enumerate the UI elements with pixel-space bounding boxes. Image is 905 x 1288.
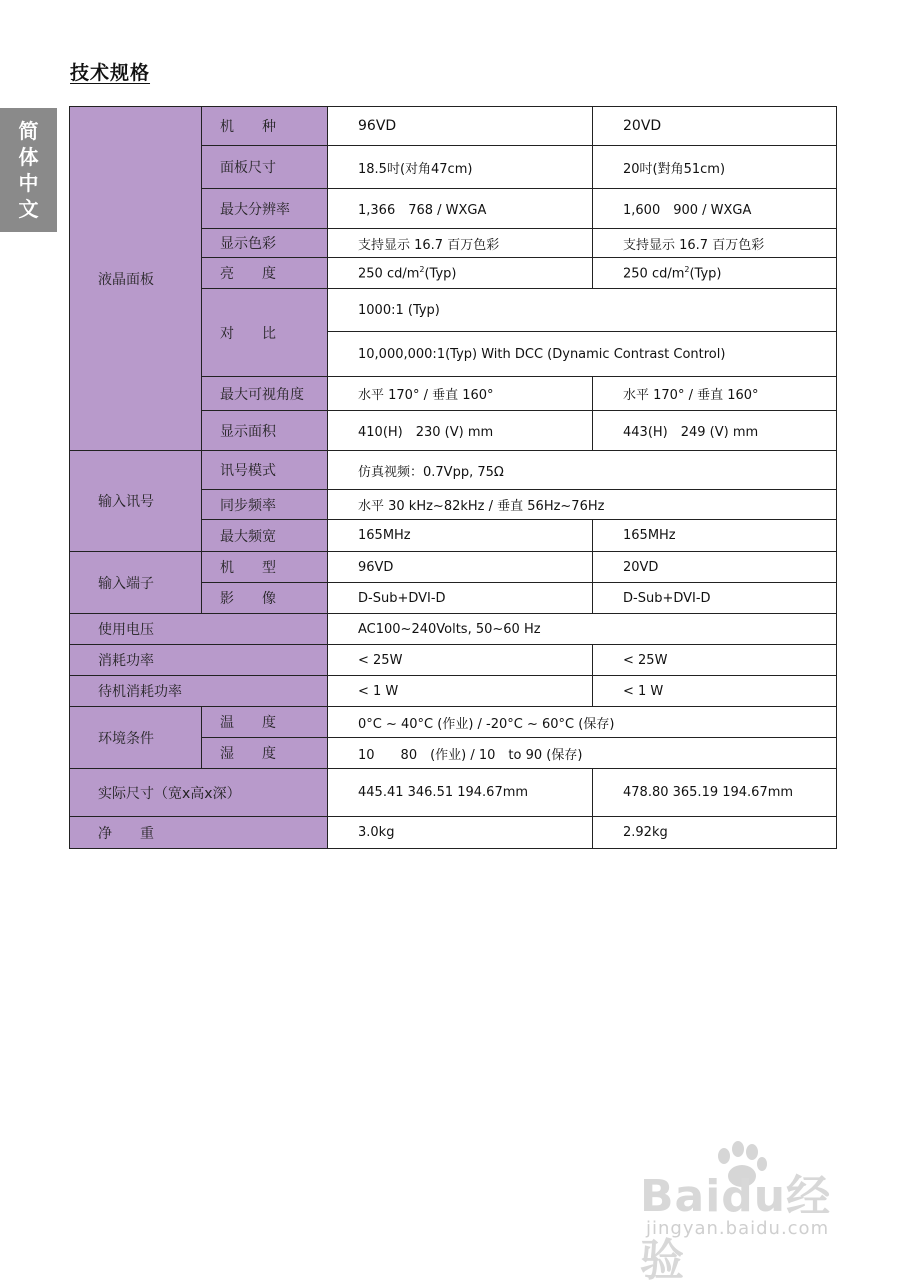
power-a: < 25W xyxy=(328,645,593,676)
max-resolution-a: 1,366 768 / WXGA xyxy=(328,189,593,229)
row-label-sync-freq: 同步频率 xyxy=(202,490,328,520)
row-label-brightness: 亮 度 xyxy=(202,258,328,289)
contrast-line1: 1000:1 (Typ) xyxy=(328,289,837,332)
row-label-bandwidth: 最大频宽 xyxy=(202,520,328,552)
row-label-display-area: 显示面积 xyxy=(202,411,328,451)
row-label-viewing-angle: 最大可视角度 xyxy=(202,377,328,411)
row-label-terminal-model: 机 型 xyxy=(202,552,328,583)
watermark xyxy=(640,1140,870,1286)
brightness-a-tail: (Typ) xyxy=(424,266,457,282)
table-row xyxy=(70,769,837,817)
language-tab xyxy=(0,108,57,232)
brightness-a-sup: 2 xyxy=(419,264,425,274)
row-label-weight: 净 重 xyxy=(70,817,328,849)
watermark-url: jingyan.baidu.com xyxy=(646,1218,830,1239)
table-row xyxy=(70,676,837,707)
power-b: < 25W xyxy=(593,645,837,676)
brightness-b xyxy=(593,258,837,289)
row-label-voltage: 使用电压 xyxy=(70,614,328,645)
table-row xyxy=(70,451,837,490)
brightness-a xyxy=(328,258,593,289)
terminal-model-a: 96VD xyxy=(328,552,593,583)
row-label-power: 消耗功率 xyxy=(70,645,328,676)
table-row xyxy=(70,107,837,146)
temperature-value: 0°C ~ 40°C (作业) / -20°C ~ 60°C (保存) xyxy=(328,707,837,738)
bandwidth-a: 165MHz xyxy=(328,520,593,552)
standby-power-b: < 1 W xyxy=(593,676,837,707)
display-area-b: 443(H) 249 (V) mm xyxy=(593,411,837,451)
row-label-panel-size: 面板尺寸 xyxy=(202,146,328,189)
voltage-value: AC100~240Volts, 50~60 Hz xyxy=(328,614,837,645)
weight-a: 3.0kg xyxy=(328,817,593,849)
viewing-angle-a: 水平 170° / 垂直 160° xyxy=(328,377,593,411)
brightness-b-value: 250 cd/m xyxy=(623,266,685,282)
contrast-line2: 10,000,000:1(Typ) With DCC (Dynamic Contrast Control) xyxy=(328,332,837,377)
row-label-standby-power: 待机消耗功率 xyxy=(70,676,328,707)
row-label-colors: 显示色彩 xyxy=(202,229,328,258)
category-input-terminal: 输入端子 xyxy=(70,552,202,614)
table-row xyxy=(70,707,837,738)
brightness-a-value: 250 cd/m xyxy=(358,266,420,282)
brightness-b-sup: 2 xyxy=(684,264,690,274)
row-label-contrast: 对 比 xyxy=(202,289,328,377)
dimensions-b: 478.80 365.19 194.67mm xyxy=(593,769,837,817)
row-label-max-resolution: 最大分辨率 xyxy=(202,189,328,229)
row-label-model: 机 种 xyxy=(202,107,328,146)
model-b: 20VD xyxy=(593,107,837,146)
dimensions-a: 445.41 346.51 194.67mm xyxy=(328,769,593,817)
model-a: 96VD xyxy=(328,107,593,146)
row-label-terminal-video: 影 像 xyxy=(202,583,328,614)
spec-table xyxy=(69,106,837,849)
brightness-b-tail: (Typ) xyxy=(689,266,722,282)
colors-b: 支持显示 16.7 百万色彩 xyxy=(593,229,837,258)
category-lcd-panel: 液晶面板 xyxy=(70,107,202,451)
viewing-angle-b: 水平 170° / 垂直 160° xyxy=(593,377,837,411)
table-row xyxy=(70,645,837,676)
row-label-humidity: 湿 度 xyxy=(202,738,328,769)
standby-power-a: < 1 W xyxy=(328,676,593,707)
category-input-signal: 输入讯号 xyxy=(70,451,202,552)
display-area-a: 410(H) 230 (V) mm xyxy=(328,411,593,451)
language-tab-char: 简 xyxy=(18,119,39,143)
table-row xyxy=(70,614,837,645)
page-title: 技术规格 xyxy=(70,62,151,84)
bandwidth-b: 165MHz xyxy=(593,520,837,552)
max-resolution-b: 1,600 900 / WXGA xyxy=(593,189,837,229)
panel-size-b: 20吋(對角51cm) xyxy=(593,146,837,189)
humidity-value: 10 80 (作业) / 10 to 90 (保存) xyxy=(328,738,837,769)
terminal-video-a: D-Sub+DVI-D xyxy=(328,583,593,614)
row-label-dimensions: 实际尺寸（宽x高x深） xyxy=(70,769,328,817)
watermark-logo: Baidu经验 xyxy=(640,1171,832,1286)
row-label-temperature: 温 度 xyxy=(202,707,328,738)
language-tab-char: 文 xyxy=(18,197,39,221)
row-label-signal-mode: 讯号模式 xyxy=(202,451,328,490)
panel-size-a: 18.5吋(对角47cm) xyxy=(328,146,593,189)
sync-freq-value: 水平 30 kHz~82kHz / 垂直 56Hz~76Hz xyxy=(328,490,837,520)
terminal-video-b: D-Sub+DVI-D xyxy=(593,583,837,614)
category-environment: 环境条件 xyxy=(70,707,202,769)
weight-b: 2.92kg xyxy=(593,817,837,849)
table-row xyxy=(70,817,837,849)
table-row xyxy=(70,552,837,583)
signal-mode-value: 仿真视频：0.7Vpp, 75Ω xyxy=(328,451,837,490)
terminal-model-b: 20VD xyxy=(593,552,837,583)
language-tab-char: 中 xyxy=(18,171,39,195)
language-tab-char: 体 xyxy=(18,145,39,169)
colors-a: 支持显示 16.7 百万色彩 xyxy=(328,229,593,258)
